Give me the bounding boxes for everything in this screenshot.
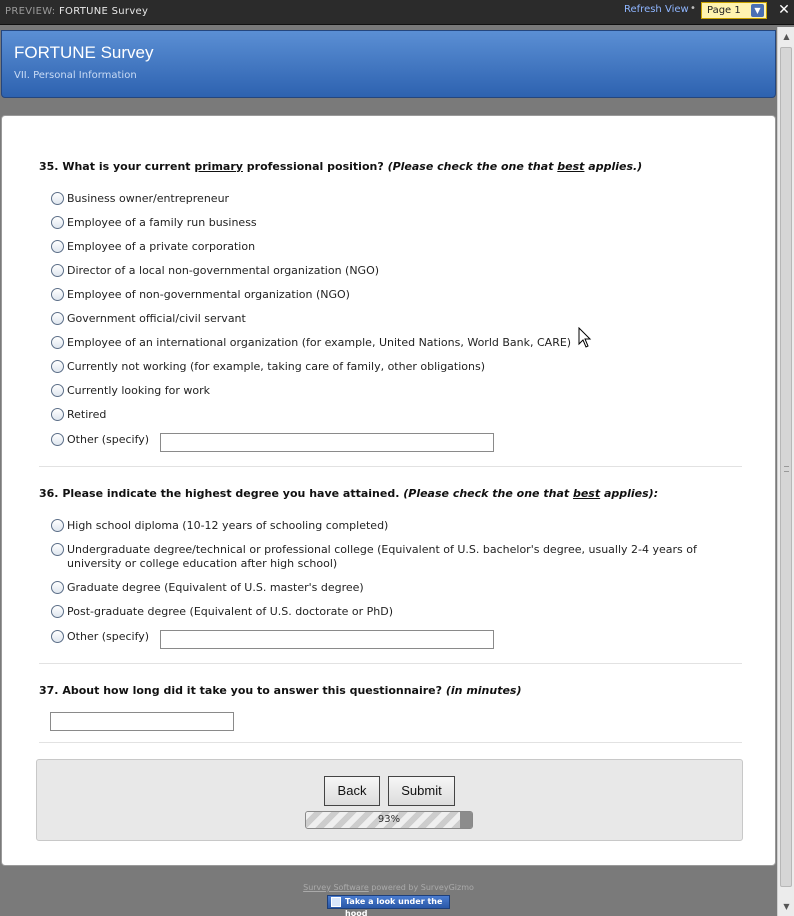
option-label: Currently not working (for example, taking care of family, other obligations) — [67, 360, 486, 373]
radio-button[interactable] — [51, 384, 64, 397]
radio-button[interactable] — [51, 336, 64, 349]
radio-button[interactable] — [51, 264, 64, 277]
radio-button[interactable] — [51, 605, 64, 618]
q36-option-other[interactable] — [51, 630, 149, 644]
q35-option[interactable] — [51, 264, 379, 278]
question-35-title — [39, 160, 642, 173]
radio-button[interactable] — [51, 216, 64, 229]
option-label: Employee of a family run business — [67, 216, 257, 229]
survey-title: FORTUNE Survey — [14, 43, 154, 62]
page-select[interactable] — [701, 2, 767, 19]
radio-button[interactable] — [51, 630, 64, 643]
option-label: Director of a local non-governmental organization (NGO) — [67, 264, 380, 277]
question-instruction: (Please check the one that best applies.) — [387, 160, 643, 173]
page-select-value: Page 1 — [707, 5, 741, 16]
close-icon[interactable]: ✕ — [778, 2, 790, 18]
submit-button[interactable]: Submit — [388, 776, 455, 806]
option-label: High school diploma (10-12 years of schooling completed) — [67, 519, 389, 532]
radio-button[interactable] — [51, 543, 64, 556]
vertical-scrollbar[interactable] — [777, 27, 794, 916]
radio-button[interactable] — [51, 240, 64, 253]
powered-by-text: powered by SurveyGizmo — [371, 883, 474, 892]
q36-option[interactable] — [51, 605, 393, 619]
q36-option[interactable] — [51, 581, 364, 595]
radio-button[interactable] — [51, 519, 64, 532]
radio-button[interactable] — [51, 581, 64, 594]
preview-prefix: PREVIEW: — [5, 6, 56, 17]
q35-option[interactable] — [51, 408, 106, 422]
question-number: 37. — [39, 684, 59, 697]
q35-option[interactable] — [51, 216, 257, 230]
progress-bar — [305, 811, 473, 829]
q35-option[interactable] — [51, 312, 246, 326]
q35-option-other[interactable] — [51, 433, 149, 447]
back-button[interactable]: Back — [324, 776, 380, 806]
q35-option[interactable] — [51, 288, 350, 302]
question-instruction: (Please check the one that best applies): — [403, 487, 659, 500]
option-label: Government official/civil servant — [67, 312, 246, 325]
question-emphasis: primary — [194, 160, 243, 173]
option-label: Business owner/entrepreneur — [67, 192, 230, 205]
divider — [39, 663, 742, 664]
q35-option[interactable] — [51, 384, 210, 398]
option-label: Post-graduate degree (Equivalent of U.S. doctorate or PhD) — [67, 605, 394, 618]
preview-bar — [0, 0, 794, 25]
radio-button[interactable] — [51, 408, 64, 421]
q35-other-input[interactable] — [160, 433, 494, 452]
radio-button[interactable] — [51, 360, 64, 373]
q37-minutes-input[interactable] — [50, 712, 234, 731]
survey-software-link[interactable]: Survey Software — [303, 883, 369, 892]
q36-option[interactable] — [51, 543, 727, 571]
under-the-hood-button[interactable] — [327, 895, 450, 916]
divider — [39, 466, 742, 467]
scrollbar-grip — [784, 466, 789, 472]
option-label: Retired — [67, 408, 107, 421]
question-number: 36. — [39, 487, 59, 500]
option-label: Undergraduate degree/technical or professional college (Equivalent of U.S. bachelor's degree, usually 2-4 years of university or college education after high school) — [67, 543, 697, 570]
option-label: Employee of non-governmental organization (NGO) — [67, 288, 350, 301]
q35-option[interactable] — [51, 360, 485, 374]
question-panel — [1, 115, 776, 866]
q35-option[interactable] — [51, 192, 229, 206]
survey-header — [1, 30, 776, 98]
question-text: About how long did it take you to answer this questionnaire? — [62, 684, 443, 697]
refresh-view-link[interactable]: Refresh View — [624, 4, 689, 15]
question-instruction: (in minutes) — [445, 684, 522, 697]
chevron-down-icon: ▼ — [751, 4, 764, 17]
radio-button[interactable] — [51, 288, 64, 301]
scroll-up-icon[interactable]: ▲ — [783, 32, 790, 41]
radio-button[interactable] — [51, 312, 64, 325]
option-label: Other (specify) — [67, 433, 150, 446]
option-label: Employee of a private corporation — [67, 240, 256, 253]
section-subtitle: VII. Personal Information — [14, 70, 137, 81]
question-text: What is your current — [62, 160, 191, 173]
radio-button[interactable] — [51, 433, 64, 446]
question-number: 35. — [39, 160, 59, 173]
under-the-hood-label: Take a look under the hood — [345, 897, 443, 916]
navigation-area — [36, 759, 743, 841]
progress-percent: 93% — [377, 814, 401, 825]
q36-other-input[interactable] — [160, 630, 494, 649]
separator-dot: • — [690, 3, 696, 14]
q35-option[interactable] — [51, 336, 571, 350]
option-label: Currently looking for work — [67, 384, 211, 397]
footer-credit — [0, 883, 777, 892]
q35-option[interactable] — [51, 240, 255, 254]
question-36-title — [39, 487, 658, 500]
question-text: professional position? — [246, 160, 384, 173]
scroll-down-icon[interactable]: ▼ — [783, 902, 790, 911]
preview-label — [5, 6, 148, 17]
option-label: Employee of an international organization (for example, United Nations, World Bank, CARE) — [67, 336, 572, 349]
mouse-pointer-icon — [578, 327, 592, 349]
gizmo-icon — [331, 897, 341, 907]
option-label: Graduate degree (Equivalent of U.S. master's degree) — [67, 581, 364, 594]
q36-option[interactable] — [51, 519, 388, 533]
option-label: Other (specify) — [67, 630, 150, 643]
divider — [39, 742, 742, 743]
preview-survey-name: FORTUNE Survey — [58, 6, 149, 17]
question-text: Please indicate the highest degree you have attained. — [62, 487, 400, 500]
scrollbar-thumb[interactable] — [780, 47, 792, 887]
question-37-title — [39, 684, 522, 697]
radio-button[interactable] — [51, 192, 64, 205]
